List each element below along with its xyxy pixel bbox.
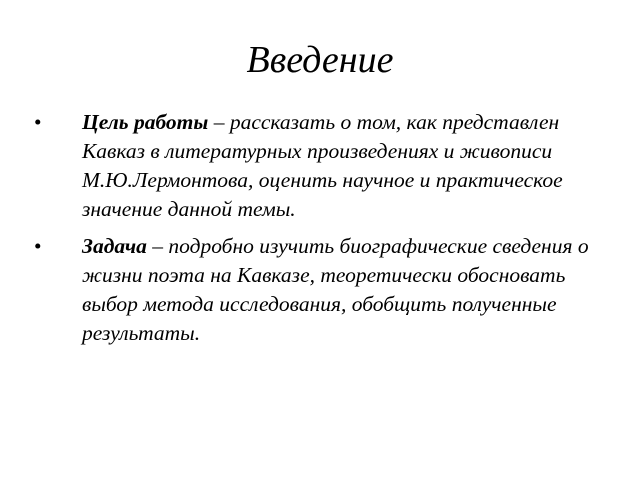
slide-title: Введение (246, 39, 394, 81)
task-text: – подробно изучить биографические сведения о жизни поэта на Кавказе, теоретически обосновать выбор метода исследования, обобщить полученные результаты. (82, 234, 589, 345)
bullet-item-task (30, 232, 605, 348)
task-term: Задача (82, 234, 147, 258)
bullet-icon: • (34, 234, 42, 258)
goal-text: – рассказать о том, как представлен Кавказ в литературных произведениях и живописи М.Ю.Лермонтова, оценить научное и практическое значение данной темы. (82, 110, 563, 221)
goal-term: Цель работы (82, 110, 209, 134)
bullet-item-goal (30, 108, 605, 224)
bullet-list (30, 108, 605, 356)
bullet-icon: • (34, 110, 42, 134)
